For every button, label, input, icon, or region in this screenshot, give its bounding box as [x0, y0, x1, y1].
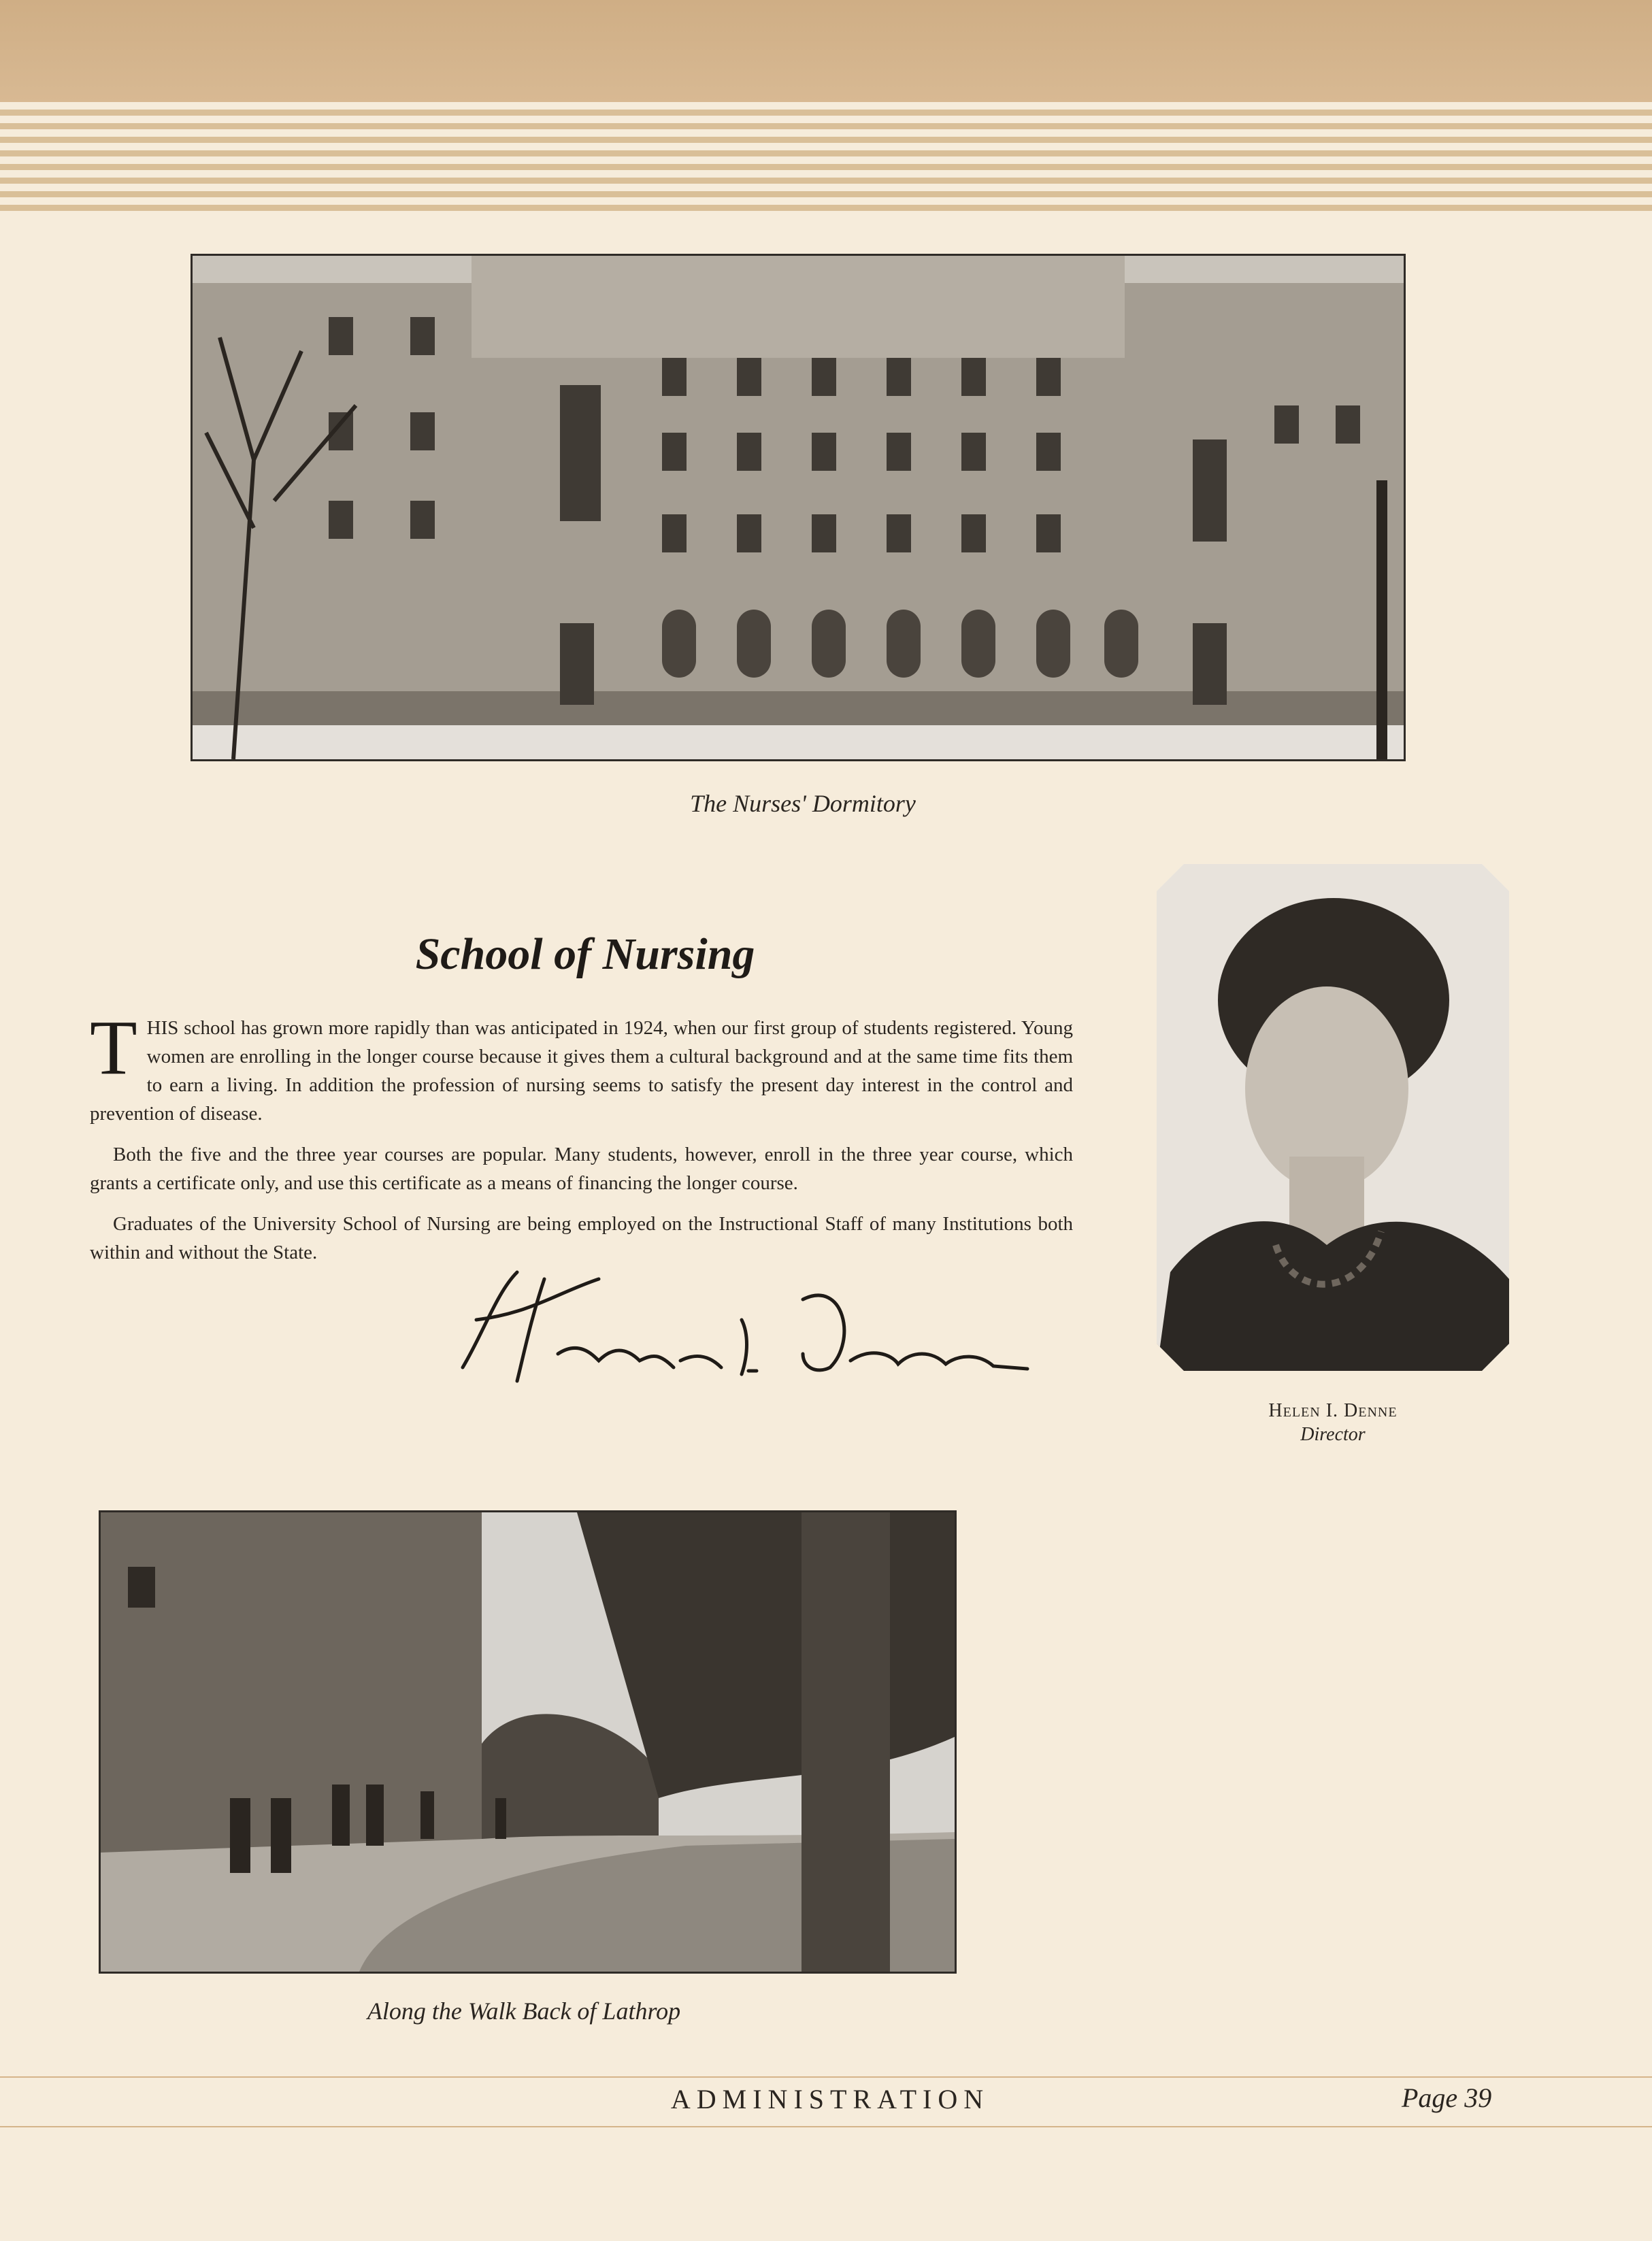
footer-rule-bottom: [0, 2126, 1652, 2127]
article-paragraph-2: Both the five and the three year courses are popular. Many students, however, enroll in the three year course, which grants a certificate only, and use this certificate as a means of financing the longer course.: [90, 1144, 1073, 1194]
portrait-name: Helen I. Denne: [1268, 1400, 1398, 1421]
article-paragraph-1: THIS school has grown more rapidly than was anticipated in 1924, when our first group of students registered. Young women are enrolling in the longer course because it gives them a cultural background and at the same time fits them to earn a living. In addition the profession of nursing seems to satisfy the present day interest in the control and prevention of disease.: [90, 1004, 1073, 1125]
dormitory-caption: The Nurses' Dormitory: [690, 790, 916, 817]
page-number: Page 39: [1402, 2082, 1492, 2113]
top-border-band: [0, 0, 1652, 102]
footer-section-label: ADMINISTRATION: [670, 2084, 990, 2114]
director-portrait: [1157, 864, 1509, 1371]
walk-illustration: [101, 1512, 955, 1972]
article-body: [90, 1004, 1073, 1279]
building-illustration: [193, 256, 1404, 759]
portrait-illustration: [1157, 864, 1509, 1371]
footer-rule-top: [0, 2076, 1652, 2078]
drop-cap: T: [90, 1004, 137, 1091]
article-title: School of Nursing: [415, 929, 755, 979]
article-paragraph-3: Graduates of the University School of Nursing are being employed on the Instructional Staff of many Institutions both within and without the State.: [90, 1213, 1073, 1263]
portrait-role: Director: [1300, 1424, 1366, 1445]
director-signature: [422, 1252, 1034, 1395]
walk-photo: [99, 1510, 957, 1974]
dormitory-photo: [191, 254, 1406, 761]
walk-caption: Along the Walk Back of Lathrop: [367, 1997, 681, 2025]
signature-drawing: [422, 1252, 1034, 1395]
decorative-stripes: [0, 102, 1652, 218]
